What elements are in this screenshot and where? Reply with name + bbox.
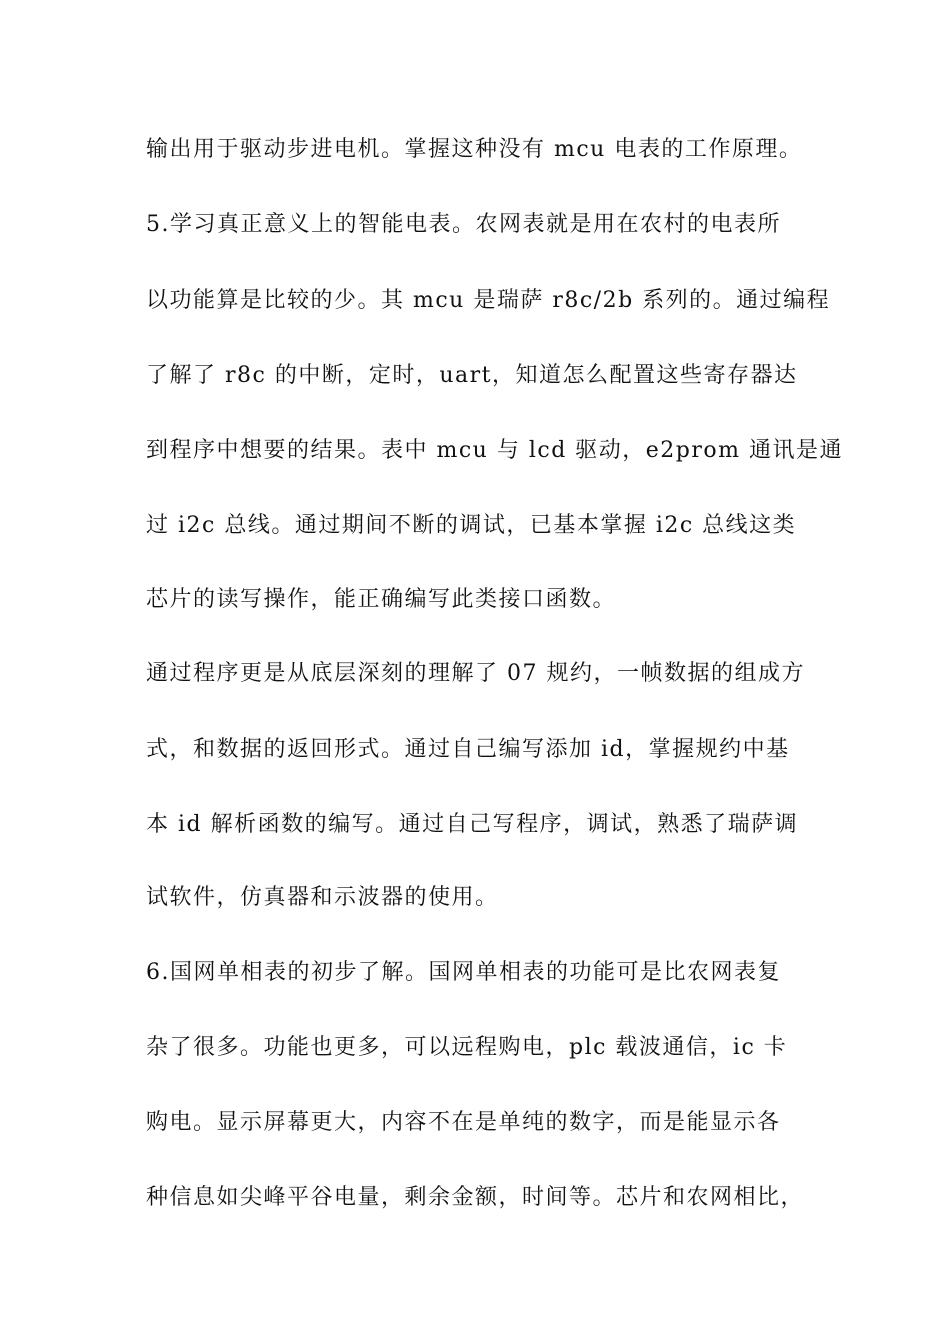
text-line: 了解了 r8c 的中断，定时，uart，知道怎么配置这些寄存器达 xyxy=(146,363,798,388)
text-line: 6.国网单相表的初步了解。国网单相表的功能可是比农网表复 xyxy=(146,960,781,985)
text-line: 以功能算是比较的少。其 mcu 是瑞萨 r8c/2b 系列的。通过编程 xyxy=(146,288,831,313)
text-line: 过 i2c 总线。通过期间不断的调试，已基本掌握 i2c 总线这类 xyxy=(146,513,797,538)
text-line: 式，和数据的返回形式。通过自己编写添加 id，掌握规约中基 xyxy=(146,737,790,762)
text-line: 到程序中想要的结果。表中 mcu 与 lcd 驱动，e2prom 通讯是通 xyxy=(146,438,843,463)
text-line: 杂了很多。功能也更多，可以远程购电，plc 载波通信，ic 卡 xyxy=(146,1035,788,1060)
text-line: 芯片的读写操作，能正确编写此类接口函数。 xyxy=(146,587,617,612)
text-line: 购电。显示屏幕更大，内容不在是单纯的数字，而是能显示各 xyxy=(146,1110,781,1135)
text-line: 种信息如尖峰平谷电量，剩余金额，时间等。芯片和农网相比， xyxy=(146,1185,805,1210)
text-line: 5.学习真正意义上的智能电表。农网表就是用在农村的电表所 xyxy=(146,212,781,237)
text-line: 通过程序更是从底层深刻的理解了 07 规约，一帧数据的组成方 xyxy=(146,661,805,686)
text-line: 试软件，仿真器和示波器的使用。 xyxy=(146,885,499,910)
text-line: 本 id 解析函数的编写。通过自己写程序，调试，熟悉了瑞萨调 xyxy=(146,812,799,837)
text-line: 输出用于驱动步进电机。掌握这种没有 mcu 电表的工作原理。 xyxy=(146,137,803,162)
